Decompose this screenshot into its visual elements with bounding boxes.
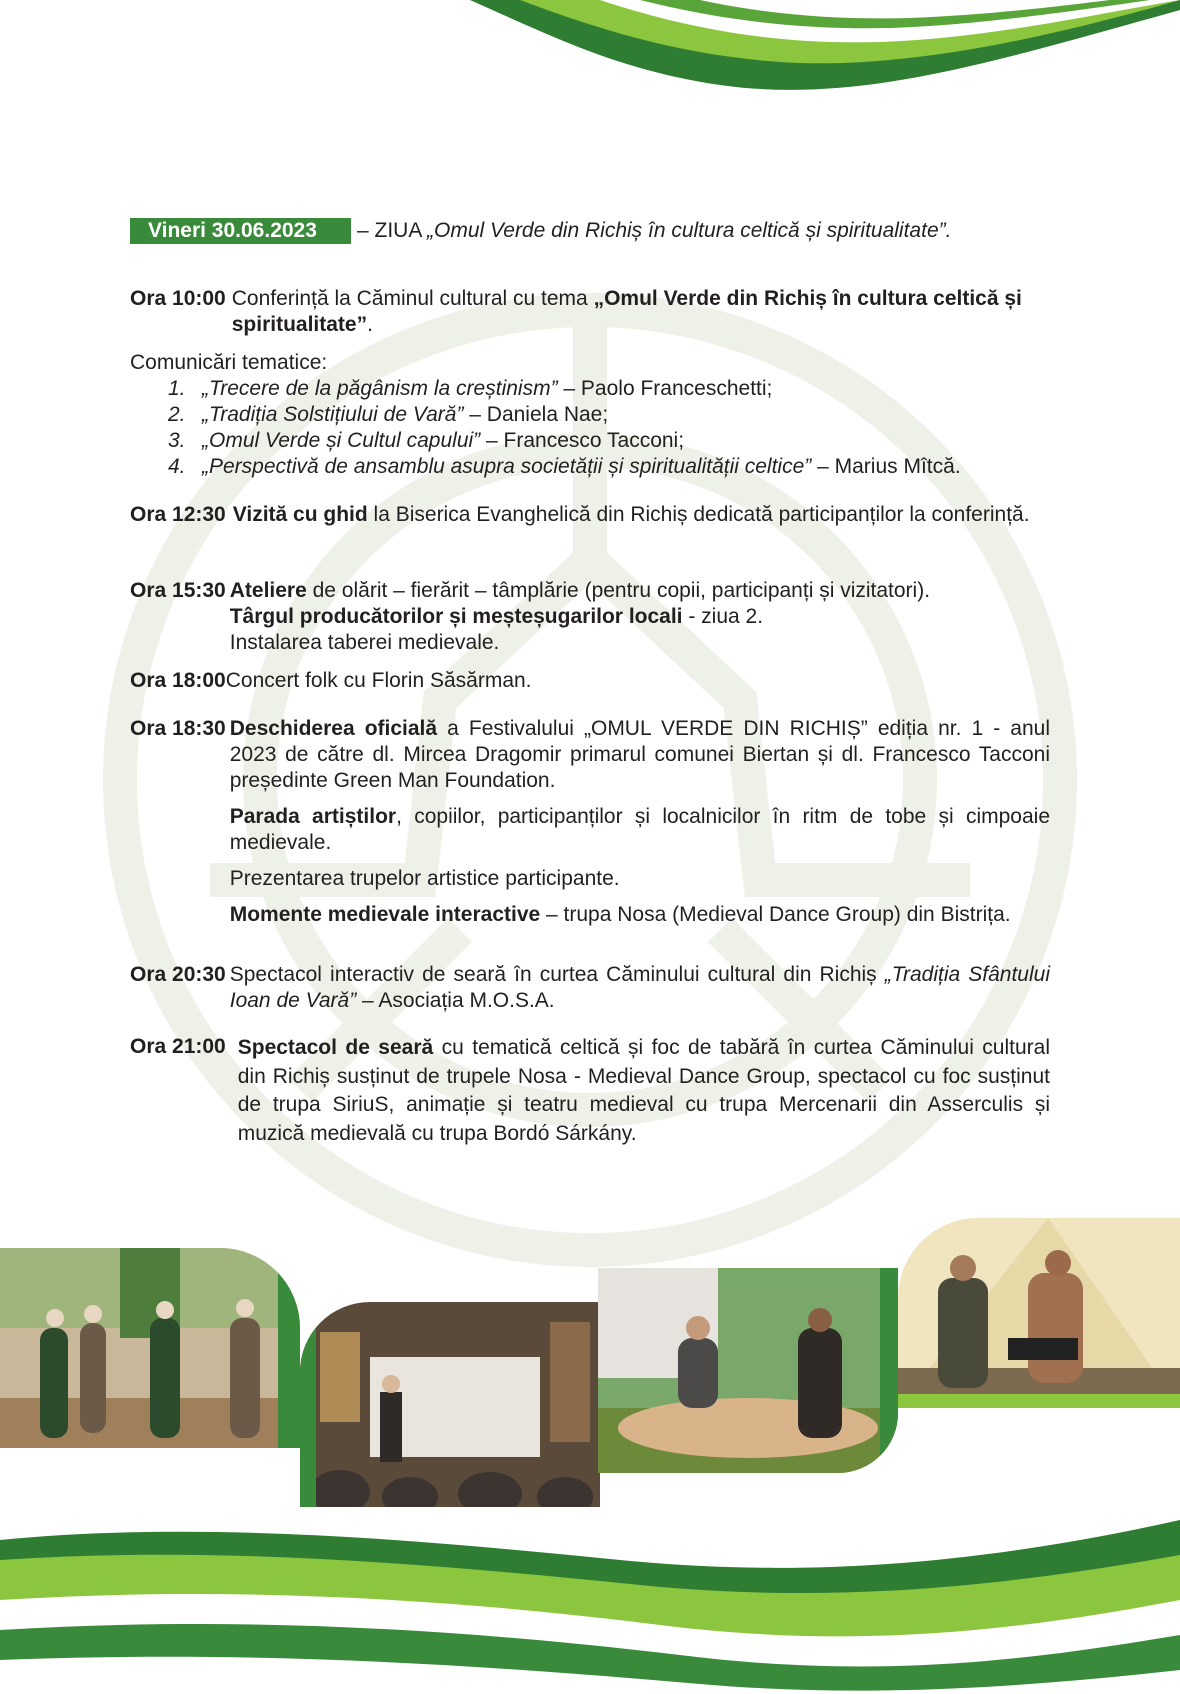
talk-author: – Daniela Nae;	[463, 403, 609, 426]
day-header	[130, 218, 951, 244]
talk-title: „Trecere de la păgânism la creștinism”	[202, 377, 558, 400]
event-paragraph	[230, 716, 1050, 794]
item-number: 4.	[168, 455, 186, 478]
talk-title: „Tradiția Solstițiului de Vară”	[202, 403, 464, 426]
event-title: Vizită cu ghid	[232, 503, 368, 526]
event-line	[230, 604, 1050, 630]
event-2030	[130, 962, 1050, 1014]
event-desc: - ziua 2.	[682, 605, 764, 628]
event-desc: – trupa Nosa (Medieval Dance Group) din Bistrița.	[540, 903, 1011, 926]
event-1000	[130, 286, 1050, 338]
event-time: Ora 10:00	[130, 287, 226, 310]
talk-title: „Perspectivă de ansamblu asupra societății și spiritualității celtice”	[202, 455, 812, 478]
event-time: Ora 15:30	[130, 579, 226, 602]
event-title: Spectacol de seară	[237, 1036, 434, 1059]
event-text	[226, 502, 1050, 528]
event-desc: Spectacol interactiv de seară în curtea Căminului cultural din Richiș	[229, 963, 885, 986]
event-time: Ora 20:30	[130, 963, 226, 986]
event-line: Instalarea taberei medievale.	[229, 631, 500, 654]
event-text	[226, 962, 1050, 1014]
event-show-title: „Tradiția Sfântului Ioan de Vară”	[229, 963, 1050, 1012]
event-title: Ateliere	[229, 579, 307, 602]
event-1800	[130, 668, 1050, 694]
event-desc: a Festivalului „OMUL VERDE DIN RICHIȘ” ediția nr. 1 - anul 2023 de către dl. Mircea Dragomir primarul comunei Biertan și dl. Francesco Tacconi președinte Green Man Foundation.	[229, 717, 1050, 792]
event-text	[226, 578, 1050, 656]
event-theme: „Omul Verde din Richiș în cultura celtică și spiritualitate”	[231, 287, 1022, 336]
item-number: 2.	[168, 403, 186, 426]
item-number: 1.	[168, 377, 186, 400]
talk-title: „Omul Verde și Cultul capului”	[202, 429, 481, 452]
photo-woodcarving	[598, 1268, 898, 1473]
event-time: Ora 21:00	[130, 1035, 226, 1058]
event-text	[226, 1034, 1050, 1148]
event-paragraph: Prezentarea trupelor artistice participante.	[229, 867, 620, 890]
talk-author: – Francesco Tacconi;	[480, 429, 685, 452]
event-desc: cu tematică celtică și foc de tabără în curtea Căminului cultural din Richiș susținut de trupele Nosa - Medieval Dance Group, spectacol cu foc susținut de trupa SiriuS, animație și teatru medieval cu trupa Mercenarii din Asserculis și muzică medievală cu trupa Bordó Sárkány.	[237, 1036, 1050, 1145]
event-text: Concert folk cu Florin Săsărman.	[225, 669, 532, 692]
date-badge: Vineri 30.06.2023	[130, 218, 351, 244]
event-text	[226, 716, 1050, 928]
event-desc: de olărit – fierărit – tâmplărie (pentru copii, participanți și vizitatori).	[306, 579, 931, 602]
event-desc: Conferință la Căminul cultural cu tema	[231, 287, 594, 310]
event-title: Momente medievale interactive	[229, 903, 541, 926]
event-desc: , copiilor, participanților și localnicilor în ritm de tobe și cimpoaie medievale.	[229, 805, 1050, 854]
day-title: „Omul Verde din Richiș în cultura celtică și spiritualitate”.	[427, 219, 952, 242]
event-line	[230, 578, 1050, 604]
event-1230	[130, 502, 1050, 528]
photo-blacksmith	[898, 1218, 1180, 1408]
event-time: Ora 18:00	[130, 669, 226, 692]
item-number: 3.	[168, 429, 186, 452]
list-item	[168, 376, 1050, 402]
talks-section	[130, 350, 1050, 480]
event-title: Deschiderea oficială	[229, 717, 438, 740]
photo-conference	[300, 1302, 600, 1507]
event-title: Târgul producătorilor și meșteșugarilor locali	[229, 605, 683, 628]
event-end: .	[367, 313, 373, 336]
list-item	[168, 402, 1050, 428]
photo-dancers	[0, 1248, 300, 1448]
talk-author: – Marius Mîtcă.	[811, 455, 961, 478]
event-title: Parada artiștilor	[229, 805, 397, 828]
talk-author: – Paolo Franceschetti;	[557, 377, 773, 400]
event-time: Ora 18:30	[130, 717, 226, 740]
event-organizer: – Asociația M.O.S.A.	[356, 989, 555, 1012]
day-prefix: – ZIUA	[357, 219, 428, 242]
talks-heading: Comunicări tematice:	[130, 351, 328, 374]
bottom-swoosh	[0, 1520, 1180, 1694]
event-1530	[130, 578, 1050, 656]
event-paragraph	[230, 804, 1050, 856]
event-text	[226, 286, 1050, 338]
list-item	[168, 454, 1050, 480]
top-swoosh	[470, 0, 1180, 90]
talks-list	[130, 376, 1050, 480]
event-paragraph	[230, 902, 1050, 928]
event-desc: la Biserica Evanghelică din Richiș dedicată participanților la conferință.	[367, 503, 1030, 526]
event-1830	[130, 716, 1050, 928]
event-time: Ora 12:30	[130, 503, 226, 526]
event-2100	[130, 1034, 1050, 1148]
list-item	[168, 428, 1050, 454]
